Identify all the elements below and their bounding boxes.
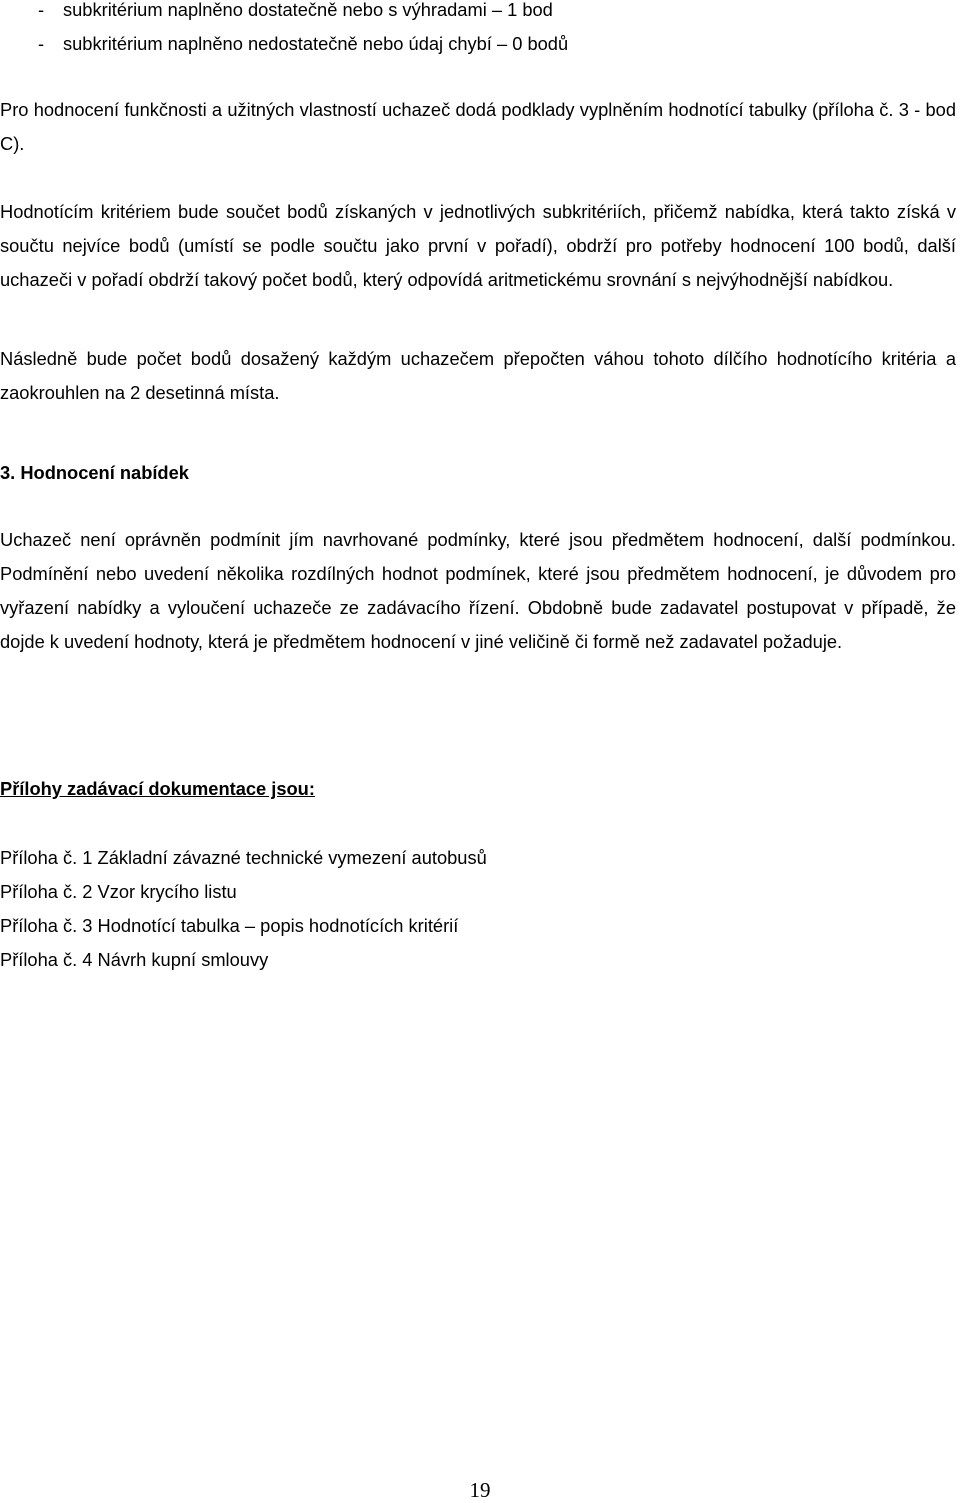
paragraph-prepocet: Následně bude počet bodů dosažený každým uchazečem přepočten váhou tohoto dílčího hodnotícího kritéria a zaokrouhlen na 2 desetinná místa. [0,348,956,403]
attachment-item: Příloha č. 4 Návrh kupní smlouvy [0,949,269,970]
section-heading: 3. Hodnocení nabídek [0,462,189,483]
bullet-text: subkritérium naplněno nedostatečně nebo údaj chybí – 0 bodů [63,33,569,54]
attachment-item: Příloha č. 3 Hodnotící tabulka – popis hodnotících kritérií [0,915,459,936]
attachment-item: Příloha č. 1 Základní závazné technické vymezení autobusů [0,847,487,868]
attachments-heading: Přílohy zadávací dokumentace jsou: [0,778,315,799]
attachments-list [0,843,487,979]
bullet-dash: - [38,0,45,20]
bullet-dash: - [38,33,45,54]
bullet-text: subkritérium naplněno dostatečně nebo s výhradami – 1 bod [63,0,553,20]
paragraph-kriterium: Hodnotícím kritériem bude součet bodů získaných v jednotlivých subkritériích, přičemž nabídka, která takto získá v součtu nejvíce bodů (umístí se podle součtu jako první v pořadí), obdrží pro potřeby hodnocení 100 bodů, další uchazeči v pořadí obdrží takový počet bodů, který odpovídá aritmetickému srovnání s nejvýhodnější nabídkou. [0,201,956,290]
paragraph-podminky: Uchazeč není oprávněn podmínit jím navrhované podmínky, které jsou předmětem hodnocení, další podmínkou. Podmínění nebo uvedení několika rozdílných hodnot podmínek, které jsou předmětem hodnocení, je důvodem pro vyřazení nabídky a vyloučení uchazeče ze zadávacího řízení. Obdobně bude zadavatel postupovat v případě, že dojde k uvedení hodnoty, která je předmětem hodnocení v jiné veličině či formě než zadavatel požaduje. [0,529,956,652]
paragraph-podklady: Pro hodnocení funkčnosti a užitných vlastností uchazeč dodá podklady vyplněním hodnotící tabulky (příloha č. 3 - bod C). [0,99,956,154]
attachment-item: Příloha č. 2 Vzor krycího listu [0,881,237,902]
page-number: 19 [469,1478,491,1502]
